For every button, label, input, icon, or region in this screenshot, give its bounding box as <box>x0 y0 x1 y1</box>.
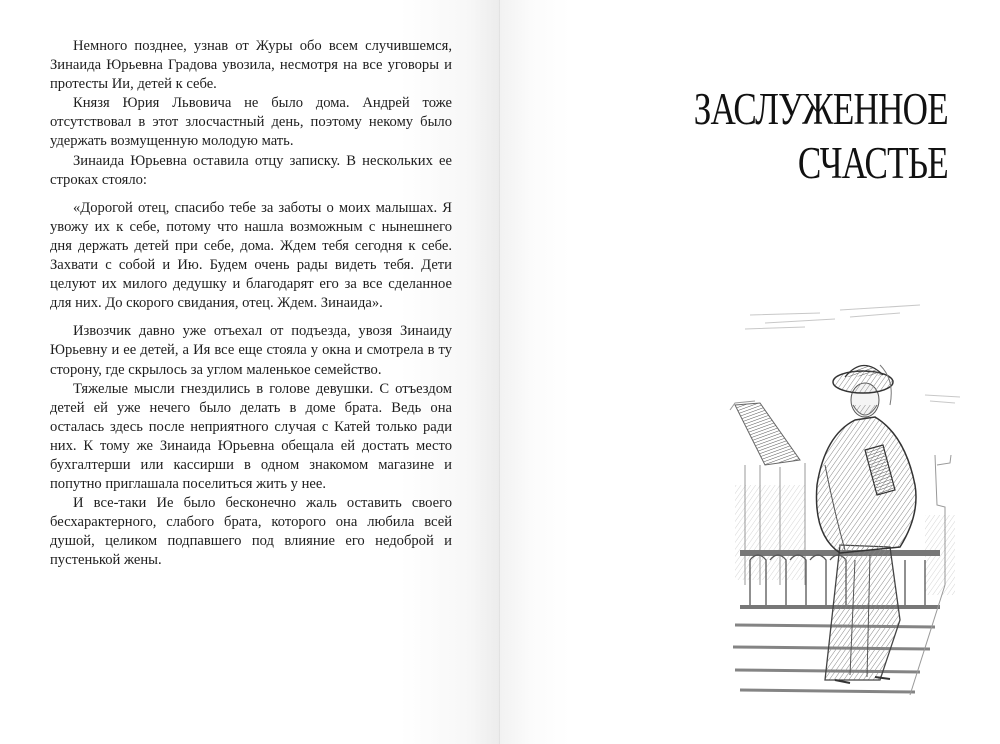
pencil-sketch-woman-on-stairs-icon <box>705 285 980 715</box>
paragraph: Немного позднее, узнав от Журы обо всем случившемся, Зинаида Юрьевна Градова увозила, несмотря на все уговоры и протесты Ии, детей к себе. <box>50 38 452 93</box>
paragraph: Тяжелые мысли гнездились в голове девушки. С отъездом детей ей уже нечего было делать в доме брата. Ведь она осталась здесь после неприятного случая с Катей только ради них. К тому же Зинаида Юрьевна обещала ей достать место бухгалтерши или кассирши в одном знакомом магазине и попутно приглашала поселиться жить у нее. <box>50 380 452 493</box>
paragraph: Зинаида Юрьевна оставила отцу записку. В нескольких ее строках стояло: <box>50 152 452 188</box>
chapter-title-line-2: СЧАСТЬЕ <box>798 138 948 189</box>
letter-quote: «Дорогой отец, спасибо тебе за заботы о моих малышах. Я увожу их к себе, потому что нашла возможным с нынешнего дня держать детей при себе, дома. Ждем тебя сегодня к себе. Захвати с собой и Ию. Будем очень рады видеть тебя. Дети целуют их милого дедушку и благодарят его за все сделанное для них. До скорого свидания, отец. Ждем. Зинаида». <box>50 199 452 312</box>
paragraph: Князя Юрия Львовича не было дома. Андрей тоже отсутствовал в этот злосчастный день, поэтому некому было удержать возмущенную молодую мать. <box>50 95 452 150</box>
paragraph: И все-таки Ие было бесконечно жаль оставить своего бесхарактерного, слабого брата, которого она любила всей душой, целиком подпавшего под влияние его недоброй и пустенькой жены. <box>50 495 452 569</box>
chapter-title <box>694 82 948 190</box>
paragraph: Извозчик давно уже отъехал от подъезда, увозя Зинаиду Юрьевну и ее детей, а Ия все еще стояла у окна и смотрела в ту сторону, где скрылось за углом маленькое семейство. <box>50 323 452 378</box>
body-text <box>50 37 452 571</box>
chapter-title-line-1: ЗАСЛУЖЕННОЕ <box>693 84 948 135</box>
right-page <box>500 0 1000 744</box>
